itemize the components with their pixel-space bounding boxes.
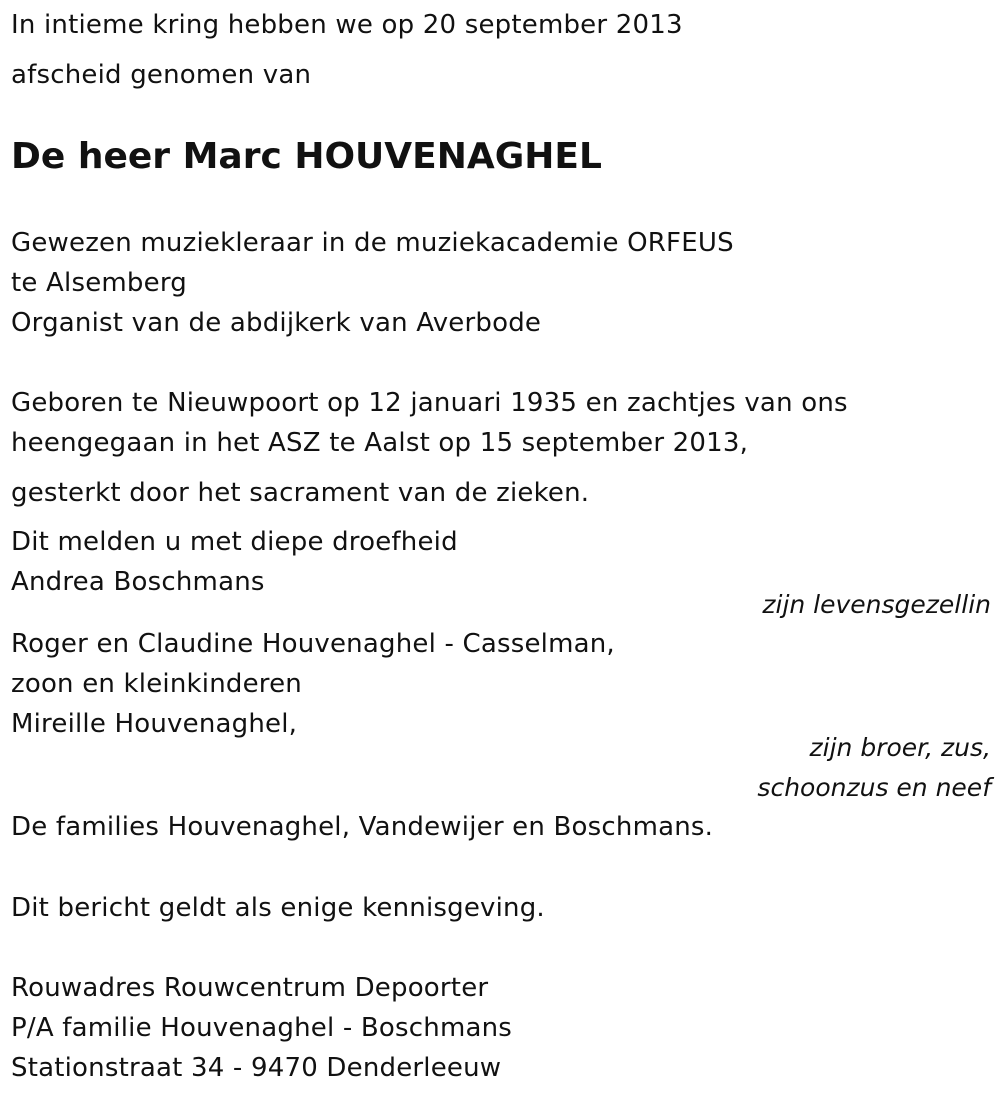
mourners-intro: Dit melden u met diepe droefheid	[11, 527, 458, 557]
address-line-2: P/A familie Houvenaghel - Boschmans	[11, 1013, 513, 1043]
sibling-relation-line-2: schoonzus en neef	[757, 773, 991, 802]
occupation-line-2: te Alsemberg	[11, 268, 187, 298]
partner-name: Andrea Boschmans	[11, 567, 265, 597]
address-line-1: Rouwadres Rouwcentrum Depoorter	[11, 973, 489, 1003]
partner-relation: zijn levensgezellin	[762, 590, 991, 619]
occupation-line-3: Organist van de abdijkerk van Averbode	[11, 308, 542, 338]
occupation-line-1: Gewezen muziekleraar in de muziekacademie ORFEUS	[11, 228, 734, 258]
intro-line-1: In intieme kring hebben we op 20 september 2013	[11, 10, 683, 40]
families-line: De families Houvenaghel, Vandewijer en Boschmans.	[11, 812, 714, 842]
birth-death-line-3: gesterkt door het sacrament van de zieken.	[11, 478, 590, 508]
notice-line: Dit bericht geldt als enige kennisgeving.	[11, 893, 545, 923]
sibling-name: Mireille Houvenaghel,	[11, 709, 298, 739]
deceased-name: De heer Marc HOUVENAGHEL	[11, 136, 602, 177]
address-line-3: Stationstraat 34 - 9470 Denderleeuw	[11, 1053, 502, 1083]
son-line-1: Roger en Claudine Houvenaghel - Casselman,	[11, 629, 615, 659]
sibling-relation-line-1: zijn broer, zus,	[809, 733, 991, 762]
son-line-2: zoon en kleinkinderen	[11, 669, 302, 699]
birth-death-line-2: heengegaan in het ASZ te Aalst op 15 september 2013,	[11, 428, 749, 458]
intro-line-2: afscheid genomen van	[11, 60, 312, 90]
birth-death-line-1: Geboren te Nieuwpoort op 12 januari 1935 en zachtjes van ons	[11, 388, 848, 418]
